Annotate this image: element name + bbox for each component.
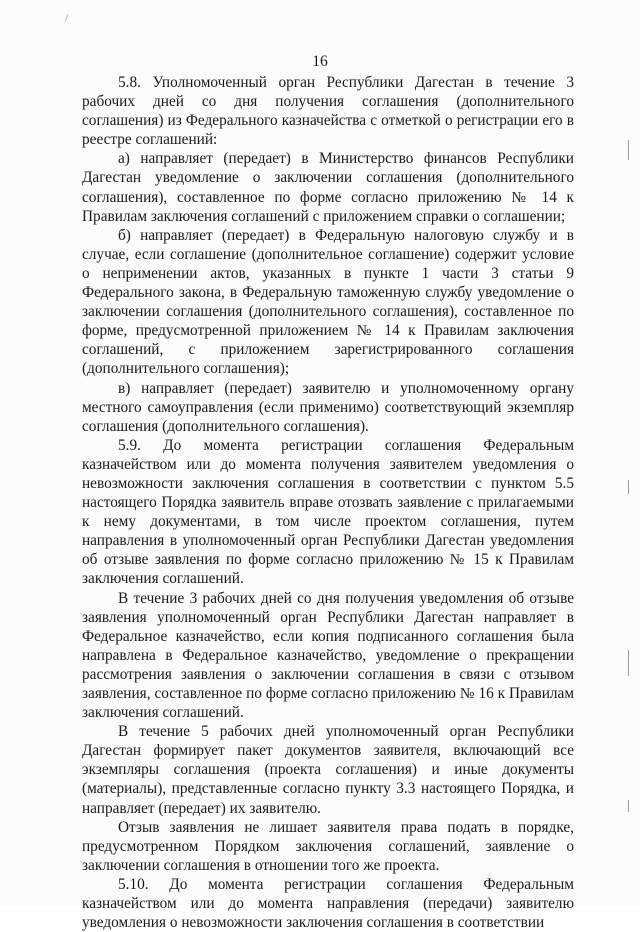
paragraph-5-8-a: а) направляет (передает) в Министерство финансов Республики Дагестан уведомление о заключении соглашения (дополнительного соглашения), составленное по форме согласно приложению № 14 к Правилам заключения соглашений с приложением справки о соглашении; bbox=[82, 150, 574, 225]
scan-artifact bbox=[628, 800, 629, 812]
paragraph-documents-return: В течение 5 рабочих дней уполномоченный орган Республики Дагестан формирует пакет документов заявителя, включающий все экземпляры соглашения (проекта соглашения) и иные документы (материалы), представленные согласно пункту 3.3 настоящего Порядка, и направляет (передает) их заявителю. bbox=[82, 723, 574, 817]
paragraph-5-9: 5.9. До момента регистрации соглашения Федеральным казначейством или до момента получения заявителем уведомления о невозможности заключения соглашения в соответствии с пунктом 5.5 настоящего Порядка заявитель вправе отозвать заявление с прилагаемыми к нему документами, в том числе проектом соглашения, путем направления в уполномоченный орган Республики Дагестан уведомления об отзыве заявления по форме согласно приложению № 15 к Правилам заключения соглашений. bbox=[82, 436, 574, 588]
paragraph-5-8-v: в) направляет (передает) заявителю и уполномоченному органу местного самоуправления (если применимо) соответствующий экземпляр соглашения (дополнительного соглашения). bbox=[82, 379, 574, 435]
paragraph-5-10: 5.10. До момента регистрации соглашения Федеральным казначейством или до момента направления (передачи) заявителю уведомления о невозможности заключения соглашения в соответствии bbox=[82, 875, 574, 932]
page-number: 16 bbox=[312, 53, 328, 70]
paragraph-withdrawal-rights: Отзыв заявления не лишает заявителя права подать в порядке, предусмотренном Порядком заключения соглашений, заявление о заключении соглашения в отношении того же проекта. bbox=[82, 818, 574, 874]
scan-artifact bbox=[628, 480, 629, 494]
document-body bbox=[82, 73, 574, 932]
scan-artifact bbox=[65, 14, 69, 22]
paragraph-5-8-b: б) направляет (передает) в Федеральную налоговую службу и в случае, если соглашение (дополнительное соглашение) содержит условие о неприменении актов, указанных в пункте 1 части 3 статьи 9 Федерального закона, в Федеральную таможенную службу уведомление о заключении соглашения (дополнительного соглашения), составленное по форме, предусмотренной приложением № 14 к Правилам заключения соглашений, с приложением зарегистрированного соглашения (дополнительного соглашения); bbox=[82, 226, 574, 378]
scan-artifact bbox=[628, 140, 629, 160]
scan-artifact bbox=[628, 650, 629, 676]
paragraph-5-8: 5.8. Уполномоченный орган Республики Дагестан в течение 3 рабочих дней со дня получения соглашения (дополнительного соглашения) из Федерального казначейства с отметкой о регистрации его в реестре соглашений: bbox=[82, 74, 574, 149]
paragraph-withdrawal-notice: В течение 3 рабочих дней со дня получения уведомления об отзыве заявления уполномоченный орган Республики Дагестан направляет в Федеральное казначейство, если копия подписанного соглашения была направлена в Федеральное казначейство, уведомление о прекращении рассмотрения заявления о заключении соглашения в связи с отзывом заявления, составленное по форме согласно приложению № 16 к Правилам заключения соглашений. bbox=[82, 589, 574, 722]
